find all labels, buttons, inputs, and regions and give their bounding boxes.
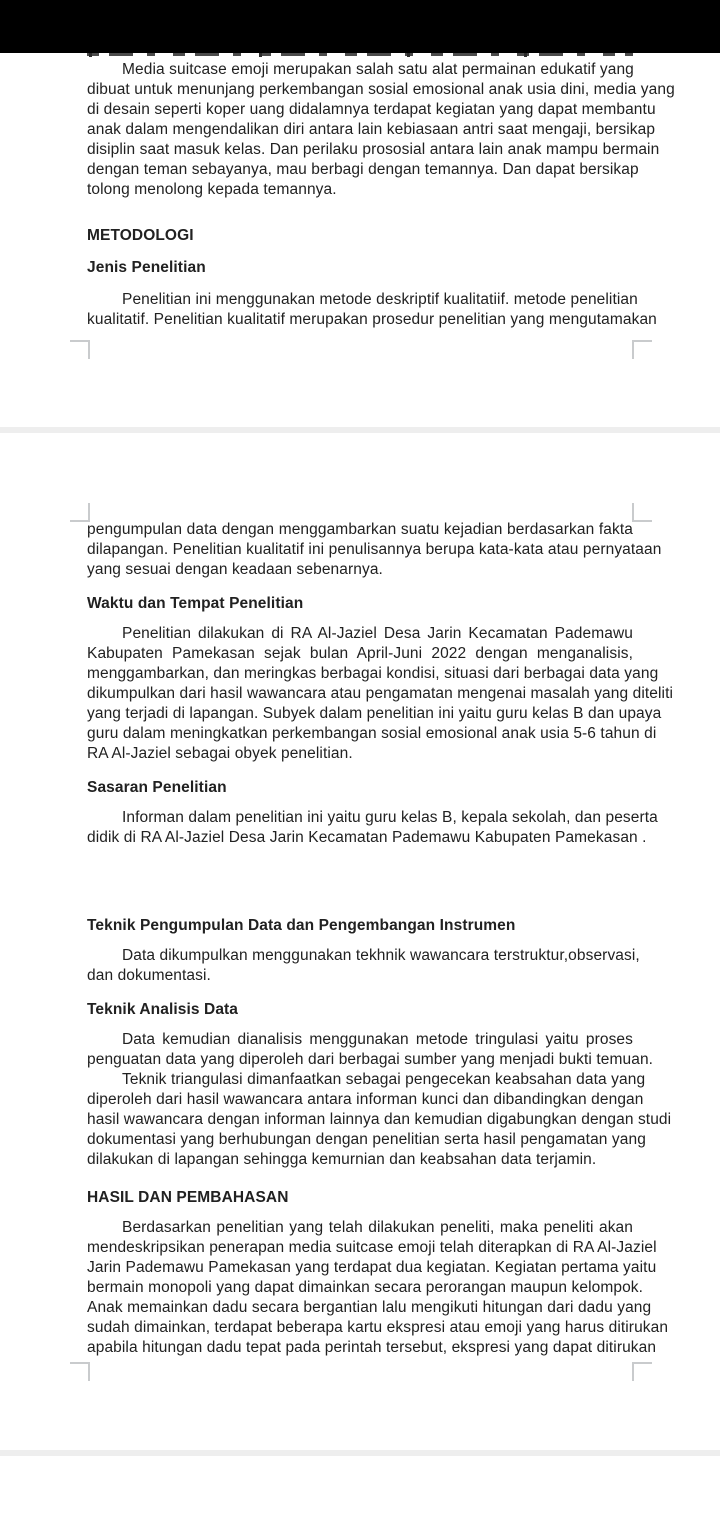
paragraph bbox=[87, 946, 640, 986]
page-break-divider bbox=[0, 1450, 720, 1456]
page-2-text bbox=[87, 520, 674, 1358]
section-heading: Waktu dan Tempat Penelitian bbox=[87, 595, 304, 612]
text-line: dilakukan di lapangan sehingga kemurnian dan keabsahan data terjamin. bbox=[87, 1151, 597, 1168]
paragraph bbox=[87, 1030, 654, 1070]
text-line: dilapangan. Penelitian kualitatif ini penulisannya berupa kata-kata atau pernyataan bbox=[87, 541, 662, 558]
corner-mark-icon bbox=[632, 503, 652, 522]
text-line: diperoleh dari hasil wawancara antara informan kunci dan dibandingkan dengan bbox=[87, 1091, 644, 1108]
text-line: tolong menolong kepada temannya. bbox=[87, 181, 337, 198]
text-line: bermain monopoli yang dapat dimainkan secara perorangan maupun kelompok. bbox=[87, 1279, 644, 1296]
text-line: mendeskripsikan penerapan media suitcase emoji telah diterapkan di RA Al-Jaziel bbox=[87, 1239, 657, 1256]
glyph-descender bbox=[259, 53, 262, 57]
text-line: disiplin saat masuk kelas. Dan perilaku prososial antara lain anak mampu bermain bbox=[87, 141, 660, 158]
text-line: yang sesuai dengan keadaan sebenarnya. bbox=[87, 561, 383, 578]
text-line: dokumentasi yang berhubungan dengan penelitian serta hasil pengamatan yang bbox=[87, 1131, 646, 1148]
page-1-text bbox=[87, 60, 675, 330]
section-heading: Teknik Pengumpulan Data dan Pengembangan Instrumen bbox=[87, 917, 516, 934]
text-line: dengan teman sebayanya, mau berbagi dengan temannya. Dan dapat bersikap bbox=[87, 161, 639, 178]
section-heading: HASIL DAN PEMBAHASAN bbox=[87, 1189, 289, 1206]
text-line: menggambarkan, dan meringkas berbagai kondisi, situasi dari berbagai data yang bbox=[87, 665, 659, 682]
corner-mark-icon bbox=[70, 1362, 90, 1381]
text-line: Penelitian ini menggunakan metode deskriptif kualitatiif. metode penelitian bbox=[122, 291, 638, 308]
text-line: di desain seperti koper uang didalamnya terdapat kegiatan yang dapat membantu bbox=[87, 101, 656, 118]
text-line: dibuat untuk menunjang perkembangan sosial emosional anak usia dini, media yang bbox=[87, 81, 675, 98]
text-line: Jarin Pademawu Pamekasan yang terdapat dua kegiatan. Kegiatan pertama yaitu bbox=[87, 1259, 657, 1276]
text-line: pengumpulan data dengan menggambarkan suatu kejadian berdasarkan fakta bbox=[87, 521, 633, 538]
text-line: Teknik triangulasi dimanfaatkan sebagai pengecekan keabsahan data yang bbox=[122, 1071, 646, 1088]
text-line: Kabupaten Pamekasan sejak bulan April-Juni 2022 dengan menganalisis, bbox=[87, 645, 633, 662]
text-line: didik di RA Al-Jaziel Desa Jarin Kecamatan Pademawu Kabupaten Pamekasan . bbox=[87, 829, 647, 846]
text-line: Data dikumpulkan menggunakan tekhnik wawancara terstruktur,observasi, bbox=[122, 947, 640, 964]
section-heading: Sasaran Penelitian bbox=[87, 779, 227, 796]
glyph-descender bbox=[407, 53, 410, 57]
paragraph bbox=[87, 60, 675, 200]
text-line: Data kemudian dianalisis menggunakan metode tringulasi yaitu proses bbox=[122, 1031, 633, 1048]
text-line: RA Al-Jaziel sebagai obyek penelitian. bbox=[87, 745, 353, 762]
text-line: Media suitcase emoji merupakan salah satu alat permainan edukatif yang bbox=[122, 61, 634, 78]
text-line: sudah dimainkan, terdapat beberapa kartu ekspresi atau emoji yang harus ditirukan bbox=[87, 1319, 669, 1336]
text-line: Informan dalam penelitian ini yaitu guru kelas B, kepala sekolah, dan peserta bbox=[122, 809, 658, 826]
paragraph bbox=[87, 520, 662, 580]
clipped-text-dashes bbox=[87, 53, 633, 56]
paragraph bbox=[87, 624, 674, 764]
glyph-descender bbox=[89, 53, 92, 57]
text-line: penguatan data yang diperoleh dari berbagai sumber yang menjadi bukti temuan. bbox=[87, 1051, 654, 1068]
paragraph bbox=[87, 1218, 669, 1358]
text-line: kualitatif. Penelitian kualitatif merupakan prosedur penelitian yang mengutamakan bbox=[87, 311, 657, 328]
text-line: anak dalam mengendalikan diri antara lain kebiasaan antri saat mengaji, bersikap bbox=[87, 121, 656, 138]
text-line: Berdasarkan penelitian yang telah dilakukan peneliti, maka peneliti akan bbox=[122, 1219, 633, 1236]
text-line: guru dalam meningkatkan perkembangan sosial emosional anak usia 5-6 tahun di bbox=[87, 725, 657, 742]
text-line: yang terjadi di lapangan. Subyek dalam penelitian ini yaitu guru kelas B dan upaya bbox=[87, 705, 662, 722]
paragraph bbox=[87, 808, 658, 848]
clipped-text-line-remnant bbox=[87, 53, 633, 57]
corner-mark-icon bbox=[70, 340, 90, 359]
section-heading: METODOLOGI bbox=[87, 227, 194, 244]
corner-mark-icon bbox=[632, 1362, 652, 1381]
page-break-divider bbox=[0, 427, 720, 433]
paragraph bbox=[87, 1070, 672, 1170]
document-scroll-area[interactable] bbox=[0, 53, 720, 1520]
status-bar bbox=[0, 0, 720, 53]
text-line: hasil wawancara dengan informan lainnya dan kemudian digabungkan dengan studi bbox=[87, 1111, 672, 1128]
text-line: Penelitian dilakukan di RA Al-Jaziel Desa Jarin Kecamatan Pademawu bbox=[122, 625, 633, 642]
glyph-descender bbox=[524, 53, 527, 57]
corner-mark-icon bbox=[632, 340, 652, 359]
text-line: dan dokumentasi. bbox=[87, 967, 211, 984]
text-line: dikumpulkan dari hasil wawancara atau pengamatan mengenai masalah yang diteliti bbox=[87, 685, 674, 702]
paragraph bbox=[87, 290, 657, 330]
section-heading: Jenis Penelitian bbox=[87, 259, 206, 276]
text-line: apabila hitungan dadu tepat pada perintah tersebut, ekspresi yang dapat ditirukan bbox=[87, 1339, 657, 1356]
text-line: Anak memainkan dadu secara bergantian lalu mengikuti hitungan dari dadu yang bbox=[87, 1299, 652, 1316]
section-heading: Teknik Analisis Data bbox=[87, 1001, 239, 1018]
